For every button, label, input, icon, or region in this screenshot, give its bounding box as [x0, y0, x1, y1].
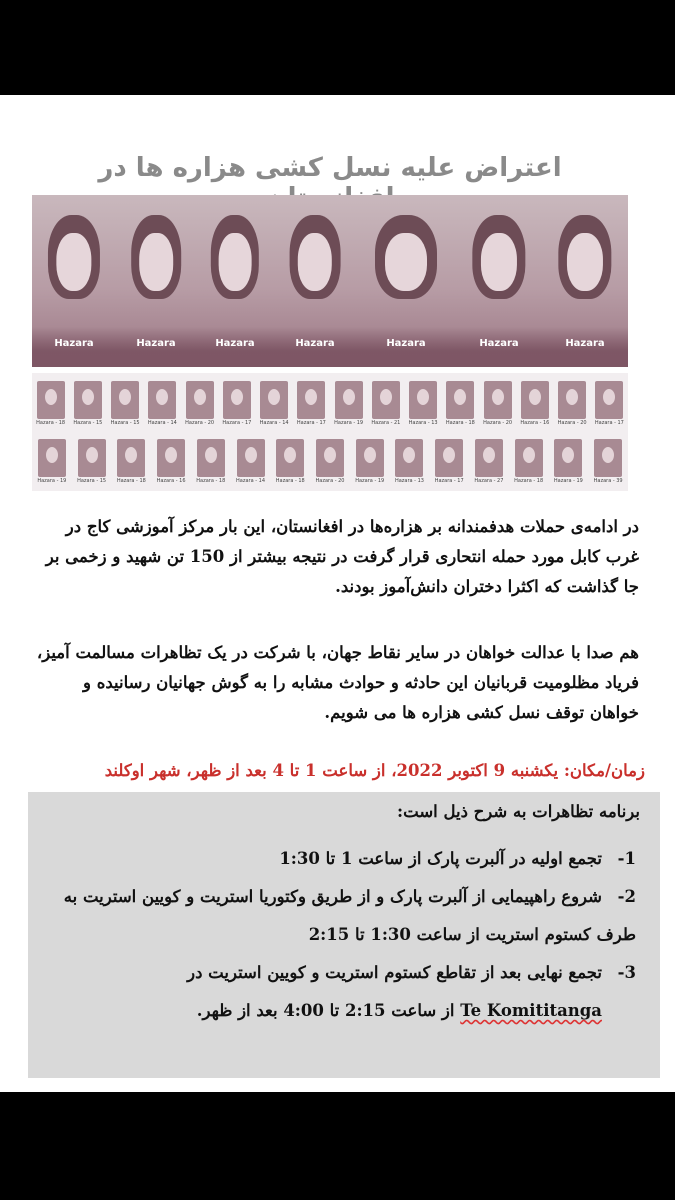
victim-photo-tile	[194, 435, 228, 489]
victim-photo-label: Hazara - 13	[408, 420, 438, 426]
poster-title: اعتراض علیه نسل کشی هزاره ها در	[98, 153, 562, 183]
victim-photo	[276, 439, 304, 477]
victim-photo	[475, 439, 503, 477]
victim-photo-tile	[392, 435, 426, 489]
program-heading: برنامه تظاهرات به شرح ذیل است:	[397, 802, 640, 821]
item-tail: از ساعت 2:15 تا 4:00 بعد از ظهر.	[196, 1001, 455, 1020]
victim-photo	[297, 381, 325, 419]
victim-photo	[148, 381, 176, 419]
venue-name: Te Komititanga	[460, 1001, 602, 1020]
victim-photo-label: Hazara - 18	[275, 478, 305, 484]
victim-photo	[594, 439, 622, 477]
program-item-1	[46, 840, 636, 878]
portrait	[116, 195, 196, 367]
victim-photo	[372, 381, 400, 419]
item-number: 1-	[617, 849, 636, 868]
portrait	[356, 195, 456, 367]
victim-photo-label: Hazara - 39	[593, 478, 623, 484]
item-number: 3-	[617, 963, 636, 982]
program-item-3	[46, 954, 636, 1030]
victim-photo-label: Hazara - 16	[520, 420, 550, 426]
victim-photo-label: Hazara - 18	[36, 420, 66, 426]
item-text: تجمع نهایی بعد از تقاطع کستوم استریت و کویین استریت در	[187, 963, 602, 982]
victim-photo	[157, 439, 185, 477]
victim-photo-label: Hazara - 19	[37, 478, 67, 484]
portrait	[196, 195, 274, 367]
victim-photo-label: Hazara - 14	[147, 420, 177, 426]
victim-photo-tile	[512, 435, 546, 489]
portrait	[32, 195, 116, 367]
portrait-label: Hazara	[274, 327, 356, 367]
victim-photo-label: Hazara - 20	[315, 478, 345, 484]
victim-photo	[111, 381, 139, 419]
victim-photo	[395, 439, 423, 477]
victim-photo-tile	[472, 435, 506, 489]
victim-photo-label: Hazara - 16	[156, 478, 186, 484]
victim-photo-label: Hazara - 19	[355, 478, 385, 484]
victim-photo	[38, 439, 66, 477]
victim-photo-tile	[220, 377, 254, 431]
victim-photo	[316, 439, 344, 477]
victim-photo-label: Hazara - 15	[110, 420, 140, 426]
item-text: تجمع اولیه در آلبرت پارک از ساعت 1 تا 1:30	[279, 849, 602, 868]
victim-photo-label: Hazara - 18	[514, 478, 544, 484]
victim-photo-tile	[443, 377, 477, 431]
victim-photo-label: Hazara - 20	[483, 420, 513, 426]
victim-photo	[223, 381, 251, 419]
victim-photo-label: Hazara - 19	[334, 420, 364, 426]
item-number: 2-	[617, 887, 636, 906]
victim-photo	[446, 381, 474, 419]
program-box	[28, 792, 660, 1078]
victims-banner	[32, 195, 628, 367]
victim-photo-tile	[75, 435, 109, 489]
victim-photo-tile	[406, 377, 440, 431]
victim-photo-label: Hazara - 19	[553, 478, 583, 484]
poster-page	[0, 95, 675, 1092]
victim-photo-label: Hazara - 27	[474, 478, 504, 484]
time-location-line: زمان/مکان: یکشنبه 9 اکتوبر 2022، از ساعت 1 تا 4 بعد از ظهر، شهر اوکلند	[104, 761, 645, 780]
victim-photo-tile	[71, 377, 105, 431]
victim-photo	[197, 439, 225, 477]
victim-photo	[558, 381, 586, 419]
victim-photo-tile	[35, 435, 69, 489]
victim-photo-label: Hazara - 17	[594, 420, 624, 426]
victim-photo-label: Hazara - 17	[434, 478, 464, 484]
victim-photo	[435, 439, 463, 477]
victim-photo	[521, 381, 549, 419]
call-paragraph: هم صدا با عدالت خواهان در سایر نقاط جهان، با شرکت در یک تظاهرات مسالمت آمیز، فریاد مظلومیت قربانیان این حادثه و حوادث مشابه را به گوش جهانیان رسانیده و خواهان توقف نسل کشی هزاره ها می شویم.	[36, 643, 639, 722]
victim-photo-label: Hazara - 14	[259, 420, 289, 426]
victim-photo-tile	[108, 377, 142, 431]
portrait-label: Hazara	[456, 327, 542, 367]
victim-photo-label: Hazara - 18	[445, 420, 475, 426]
victim-photo	[484, 381, 512, 419]
victim-photo-tile	[273, 435, 307, 489]
victim-photo-label: Hazara - 20	[557, 420, 587, 426]
victim-photo-tile	[591, 435, 625, 489]
victim-photo-tile	[145, 377, 179, 431]
portrait	[542, 195, 628, 367]
victim-photo	[356, 439, 384, 477]
victim-photo-tile	[369, 377, 403, 431]
victim-photo-tile	[481, 377, 515, 431]
portrait	[274, 195, 356, 367]
victim-photo-label: Hazara - 17	[222, 420, 252, 426]
portrait-label: Hazara	[196, 327, 274, 367]
victim-photo-tile	[183, 377, 217, 431]
intro-paragraph: در ادامه‌ی حملات هدفمندانه بر هزاره‌ها در افغانستان، این بار مرکز آموزشی کاج در غرب کابل مورد حمله انتحاری قرار گرفت در نتیجه بیشتر از 150 تن شهید و زخمی بر جا گذاشت که اکثرا دختران دانش‌آموز بودند.	[45, 517, 639, 596]
victim-photo-label: Hazara - 17	[296, 420, 326, 426]
victim-photo-tile	[257, 377, 291, 431]
victim-photo	[515, 439, 543, 477]
victims-photo-grid	[32, 373, 628, 491]
portrait-label: Hazara	[116, 327, 196, 367]
victim-photo-tile	[353, 435, 387, 489]
victim-photo-tile	[332, 377, 366, 431]
victim-photo-tile	[313, 435, 347, 489]
victim-photo-tile	[114, 435, 148, 489]
victim-photo	[78, 439, 106, 477]
victim-photo-tile	[592, 377, 626, 431]
victim-photo-label: Hazara - 13	[394, 478, 424, 484]
victim-photo-tile	[555, 377, 589, 431]
victim-photo-tile	[551, 435, 585, 489]
victim-photo	[237, 439, 265, 477]
victim-photo-label: Hazara - 15	[77, 478, 107, 484]
victim-photo-label: Hazara - 20	[185, 420, 215, 426]
victim-photo-tile	[294, 377, 328, 431]
victim-photo	[74, 381, 102, 419]
item-text: شروع راهپیمایی از آلبرت پارک و از طریق وکتوریا استریت و کویین استریت به طرف کستوم استریت از ساعت 1:30 تا 2:15	[63, 887, 636, 944]
victim-photo-label: Hazara - 21	[371, 420, 401, 426]
victim-photo-tile	[34, 377, 68, 431]
portrait-label: Hazara	[356, 327, 456, 367]
program-item-2	[46, 878, 636, 954]
victim-photo	[260, 381, 288, 419]
victim-photo	[117, 439, 145, 477]
victim-photo-tile	[234, 435, 268, 489]
victim-photo	[335, 381, 363, 419]
victim-photo	[554, 439, 582, 477]
portrait-label: Hazara	[542, 327, 628, 367]
portrait-label: Hazara	[32, 327, 116, 367]
victim-photo-label: Hazara - 18	[196, 478, 226, 484]
victim-photo-label: Hazara - 18	[116, 478, 146, 484]
victim-photo-tile	[154, 435, 188, 489]
victim-photo	[186, 381, 214, 419]
portrait	[456, 195, 542, 367]
victim-photo	[37, 381, 65, 419]
victim-photo-label: Hazara - 14	[236, 478, 266, 484]
victim-photo-label: Hazara - 15	[73, 420, 103, 426]
victim-photo-tile	[432, 435, 466, 489]
victim-photo	[595, 381, 623, 419]
victim-photo-tile	[518, 377, 552, 431]
victim-photo	[409, 381, 437, 419]
